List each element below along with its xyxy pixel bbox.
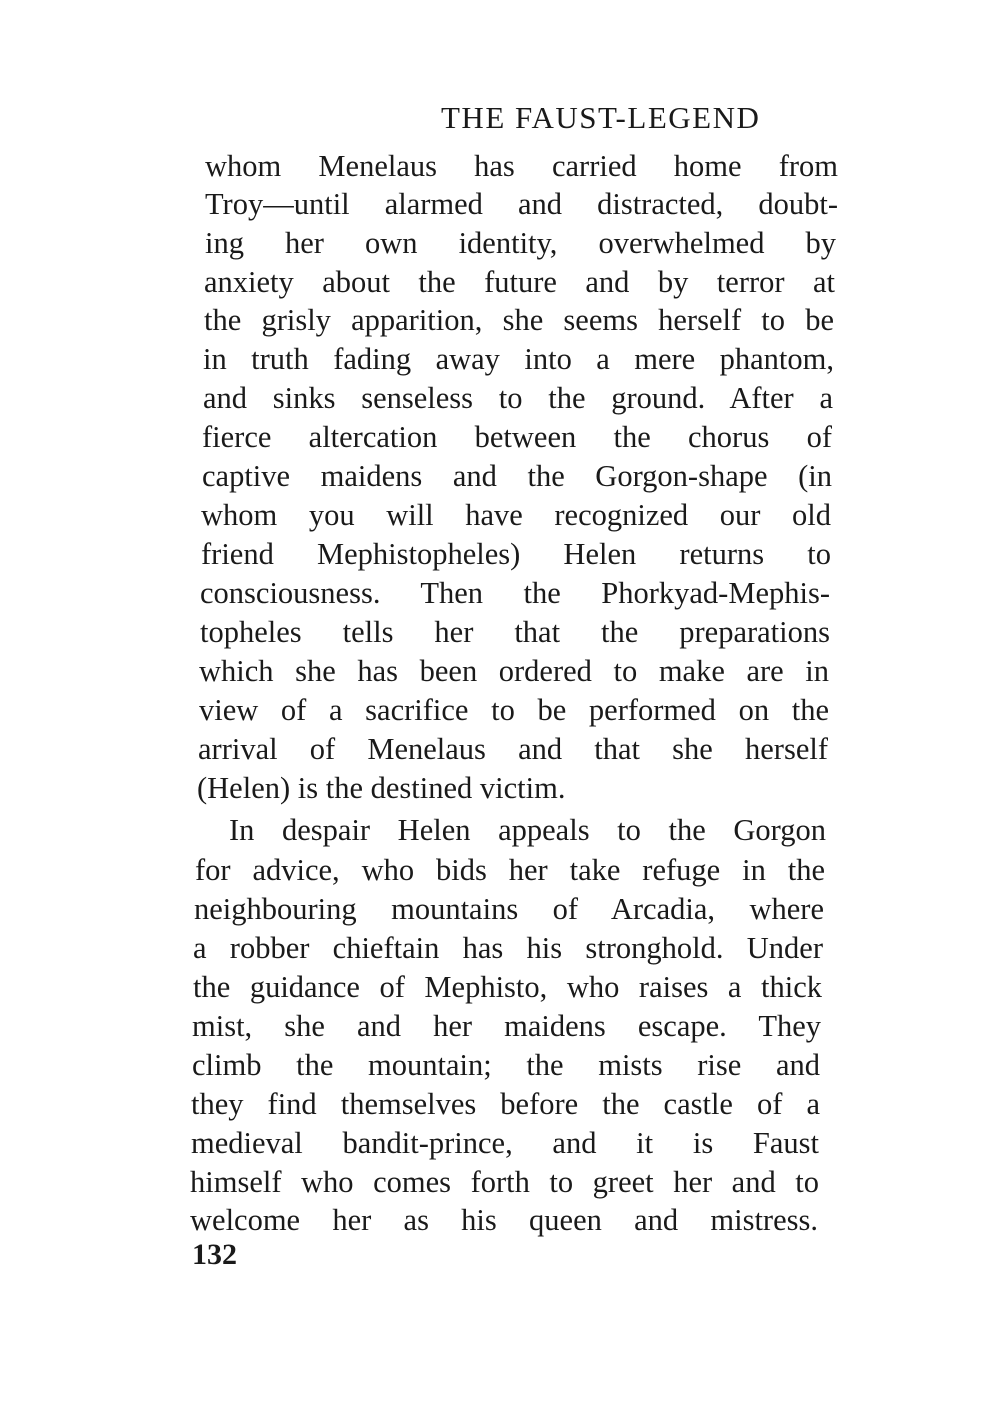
text-line: they find themselves before the castle of a — [191, 1087, 820, 1121]
running-head: THE FAUST-LEGEND — [441, 100, 761, 135]
text-line: himself who comes forth to greet her and to — [190, 1165, 819, 1199]
text-line: fierce altercation between the chorus of — [202, 420, 832, 454]
text-line: Troy—until alarmed and distracted, doubt- — [205, 187, 838, 221]
text-line: in truth fading away into a mere phantom, — [203, 342, 834, 376]
text-line: climb the mountain; the mists rise and — [192, 1048, 820, 1082]
text-line: (Helen) is the destined victim. — [197, 771, 566, 805]
text-line: whom Menelaus has carried home from — [205, 149, 838, 183]
text-line: the grisly apparition, she seems herself to be — [204, 303, 834, 337]
text-line: and sinks senseless to the ground. After a — [203, 381, 833, 415]
text-line: neighbouring mountains of Arcadia, where — [194, 892, 824, 926]
text-line: captive maidens and the Gorgon-shape (in — [202, 459, 832, 493]
text-line: whom you will have recognized our old — [201, 498, 831, 532]
text-line: welcome her as his queen and mistress. — [190, 1203, 818, 1237]
text-line: medieval bandit-prince, and it is Faust — [191, 1126, 819, 1160]
text-line: topheles tells her that the preparations — [200, 615, 830, 649]
text-line: the guidance of Mephisto, who raises a thick — [193, 970, 822, 1004]
text-line: which she has been ordered to make are in — [199, 654, 829, 688]
text-line: arrival of Menelaus and that she herself — [198, 732, 828, 766]
text-line: a robber chieftain has his stronghold. Under — [193, 931, 823, 965]
text-line: view of a sacrifice to be performed on the — [199, 693, 829, 727]
text-line: mist, she and her maidens escape. They — [192, 1009, 821, 1043]
text-line: for advice, who bids her take refuge in the — [195, 853, 825, 887]
text-line: ing her own identity, overwhelmed by — [205, 226, 836, 260]
text-line: anxiety about the future and by terror at — [204, 265, 835, 299]
page-number: 132 — [192, 1238, 237, 1271]
text-line: In despair Helen appeals to the Gorgon — [229, 813, 826, 847]
text-line: consciousness. Then the Phorkyad-Mephis- — [200, 576, 830, 610]
text-line: friend Mephistopheles) Helen returns to — [201, 537, 831, 571]
